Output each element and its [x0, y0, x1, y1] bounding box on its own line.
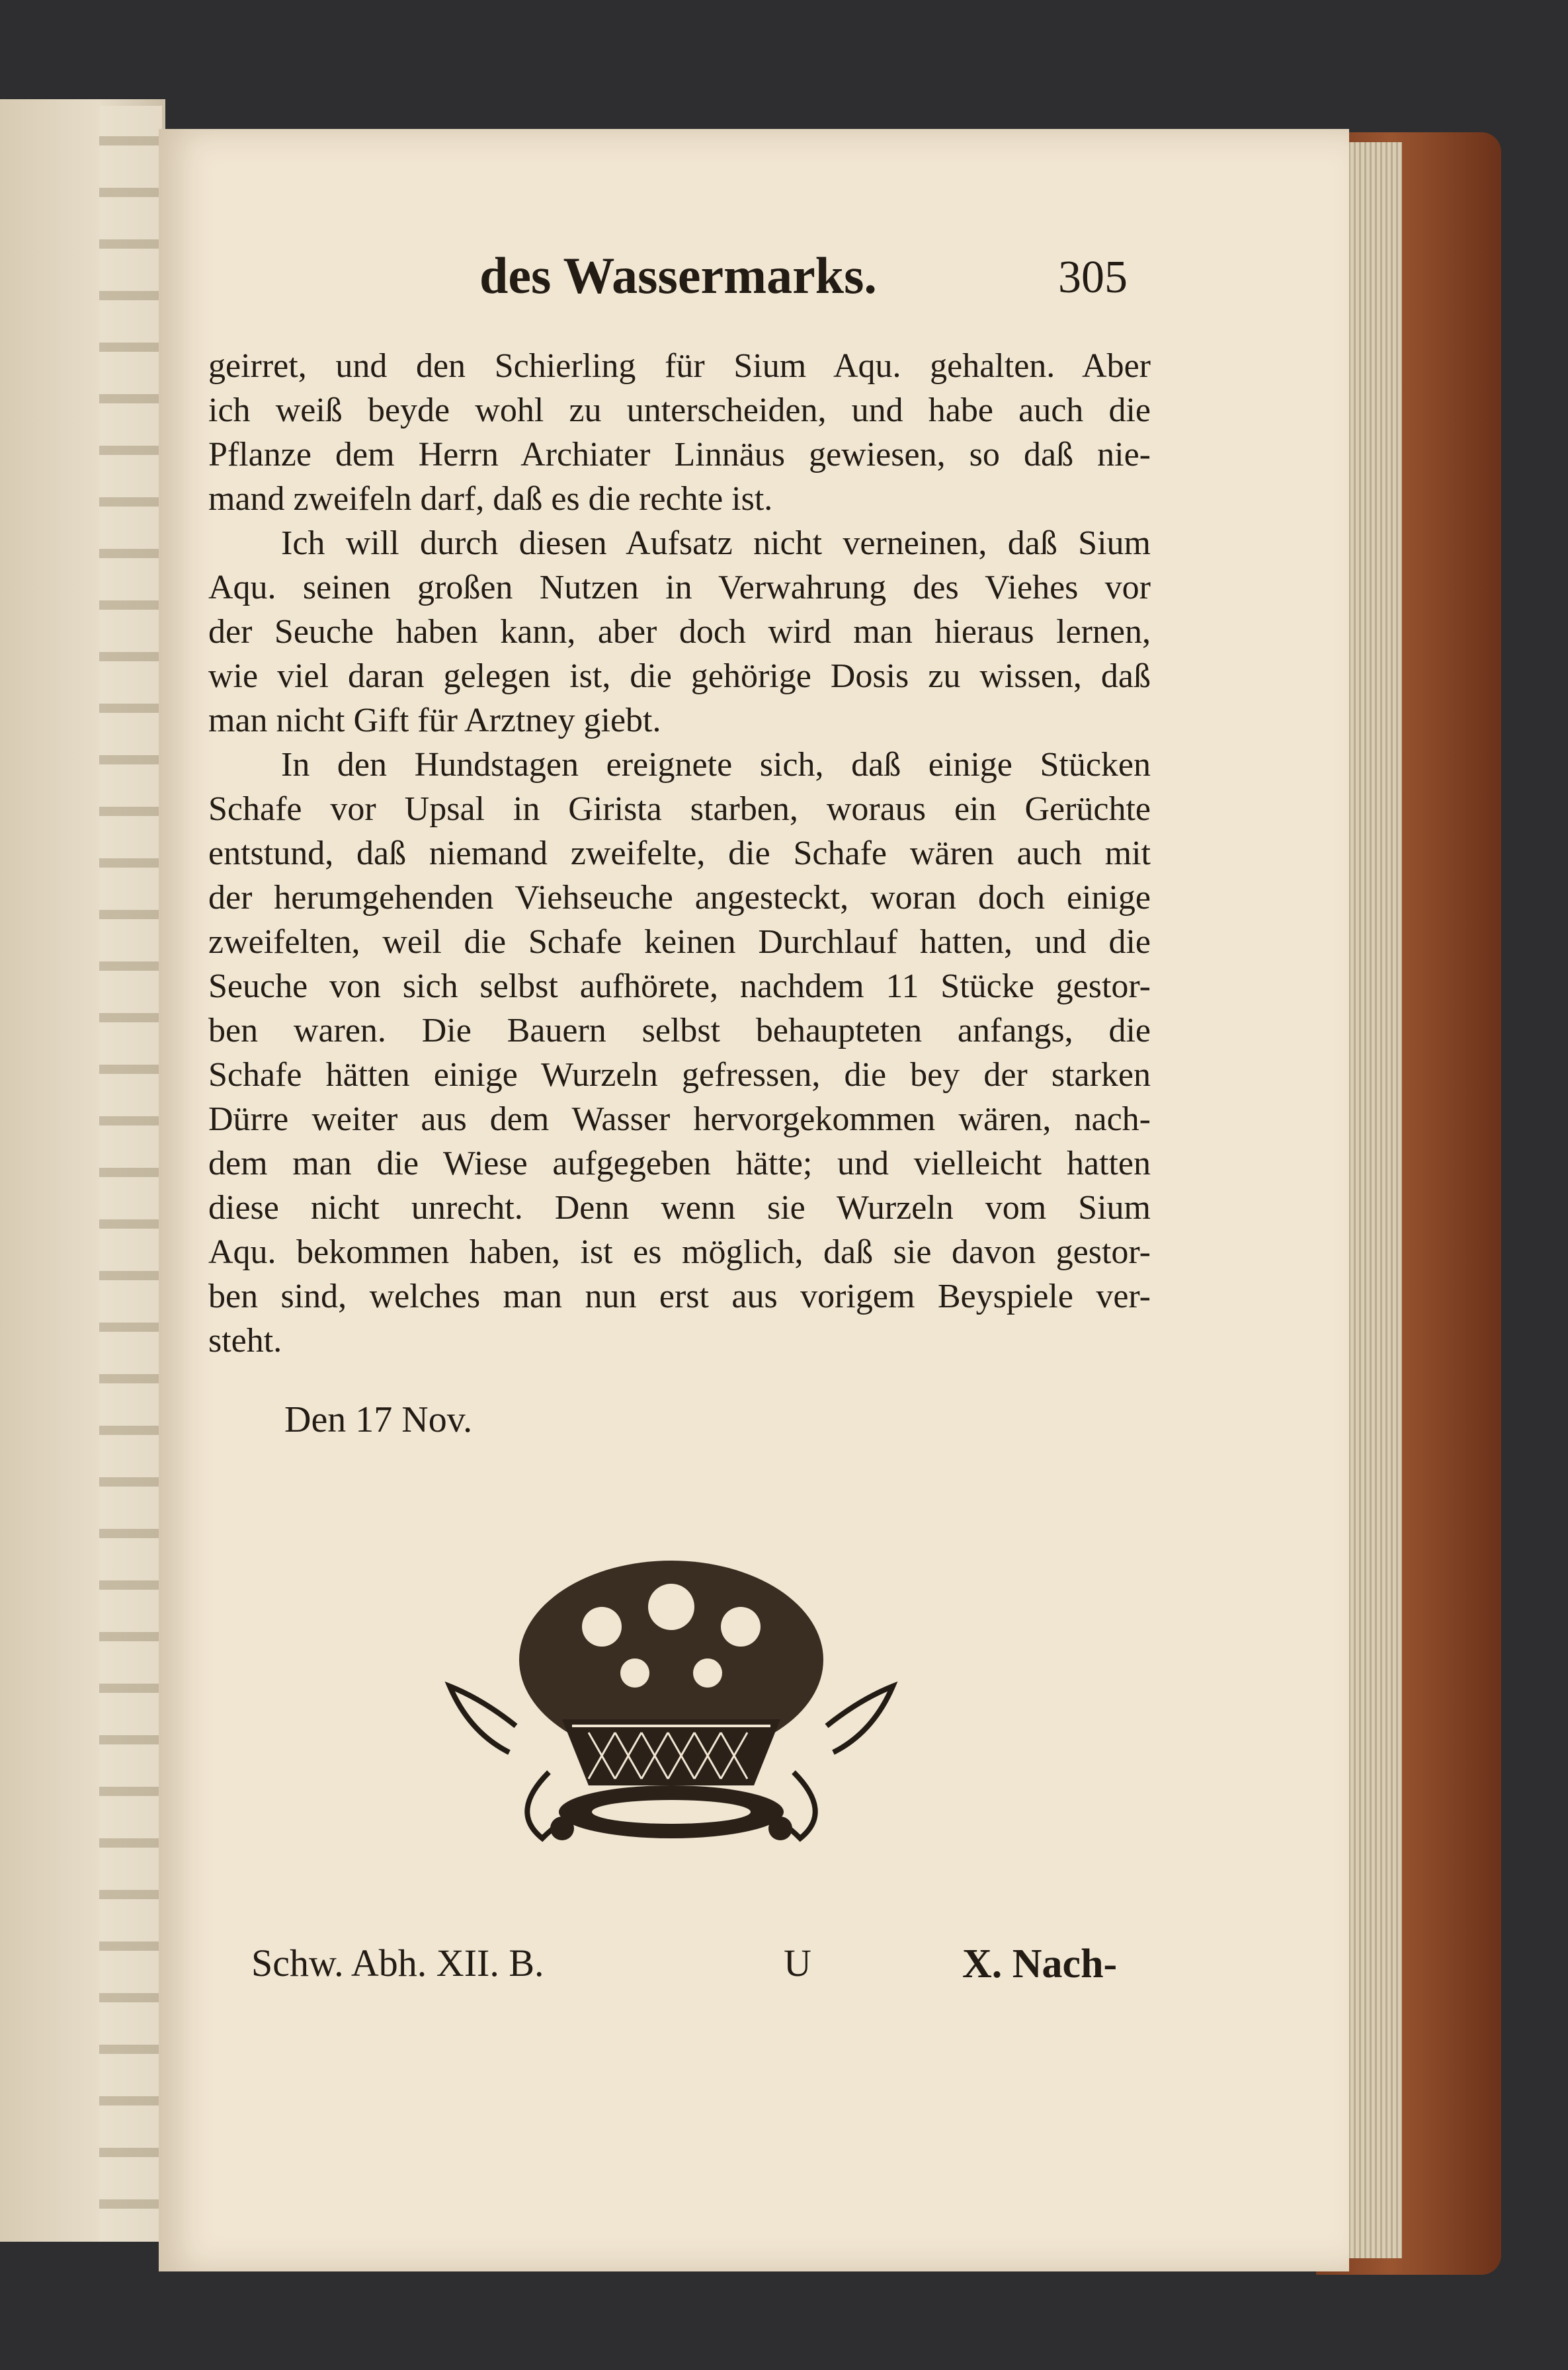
text-line: steht.	[208, 1322, 282, 1360]
text-line: ich weiß beyde wohl zu unterscheiden, und habe auch die	[208, 391, 1151, 429]
text-line: geirret, und den Schierling für Sium Aqu. gehalten. Aber	[208, 347, 1151, 385]
text-line: Aqu. bekommen haben, ist es möglich, daß sie davon gestor-	[208, 1233, 1151, 1271]
text-line: diese nicht unrecht. Denn wenn sie Wurzeln vom Sium	[208, 1189, 1151, 1227]
flower-basket-vignette	[430, 1534, 913, 1845]
text-line: Pflanze dem Herrn Archiater Linnäus gewiesen, so daß nie-	[208, 436, 1151, 473]
text-line: mand zweifeln darf, daß es die rechte ist.	[208, 480, 773, 518]
signature-title: Schw. Abh. XII. B.	[251, 1941, 544, 1984]
text-line: Ich will durch diesen Aufsatz nicht verneinen, daß Sium	[281, 524, 1151, 562]
text-line: Seuche von sich selbst aufhörete, nachdem 11 Stücke gestor-	[208, 967, 1151, 1005]
text-line: In den Hundstagen ereignete sich, daß einige Stücken	[281, 746, 1151, 784]
text-line: Aqu. seinen großen Nutzen in Verwahrung des Viehes vor	[208, 569, 1151, 606]
signature-mark: U	[784, 1941, 811, 1984]
page-number: 305	[1058, 252, 1128, 303]
body-text	[208, 344, 1151, 1363]
text-line: entstund, daß niemand zweifelte, die Schafe wären auch mit	[208, 835, 1151, 872]
catchword: X. Nach-	[962, 1941, 1118, 1986]
text-line: zweifelten, weil die Schafe keinen Durchlauf hatten, und die	[208, 923, 1151, 961]
text-line: Dürre weiter aus dem Wasser hervorgekommen wären, nach-	[208, 1100, 1151, 1138]
text-line: ben waren. Die Bauern selbst behaupteten anfangs, die	[208, 1012, 1151, 1049]
text-line: Schafe hätten einige Wurzeln gefressen, die bey der starken	[208, 1056, 1151, 1094]
previous-page-text-fragments	[99, 106, 162, 2242]
date-line: Den 17 Nov.	[284, 1399, 473, 1440]
text-line: dem man die Wiese aufgegeben hätte; und vielleicht hatten	[208, 1145, 1151, 1182]
text-line: ben sind, welches man nun erst aus vorigem Beyspiele ver-	[208, 1278, 1151, 1315]
text-line: der herumgehenden Viehseuche angesteckt, woran doch einige	[208, 879, 1151, 917]
text-line: man nicht Gift für Arztney giebt.	[208, 702, 661, 739]
running-head: des Wassermarks.	[479, 247, 877, 304]
text-line: Schafe vor Upsal in Girista starben, woraus ein Gerüchte	[208, 790, 1151, 828]
text-line: wie viel daran gelegen ist, die gehörige Dosis zu wissen, daß	[208, 657, 1151, 695]
text-line: der Seuche haben kann, aber doch wird man hieraus lernen,	[208, 613, 1151, 651]
